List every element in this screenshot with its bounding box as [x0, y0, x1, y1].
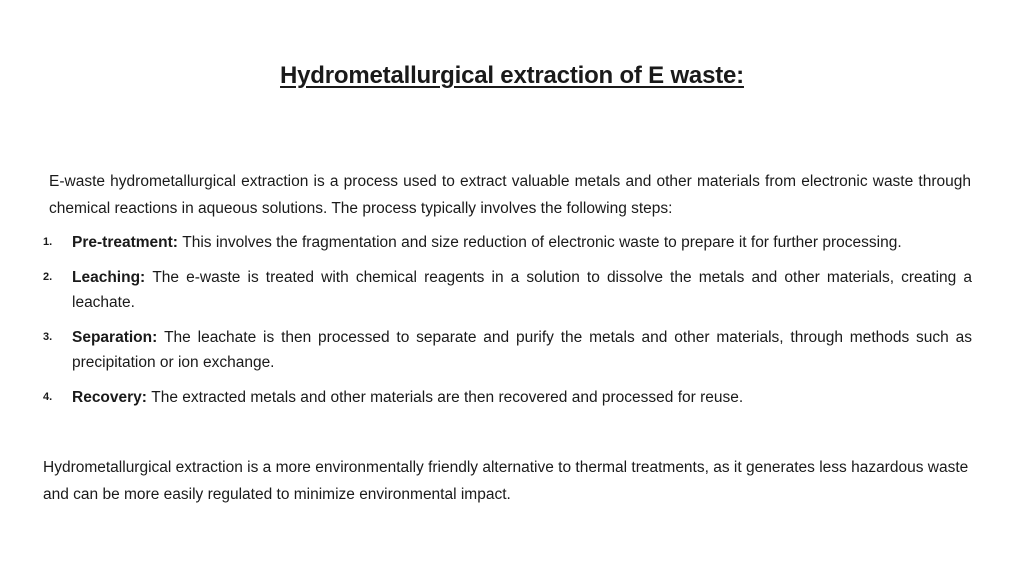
list-item: [43, 265, 972, 315]
step-label: Separation:: [72, 329, 165, 346]
step-text: The extracted metals and other materials are then recovered and processed for reuse.: [151, 389, 744, 406]
step-number: 2.: [43, 271, 53, 283]
slide-title: Hydrometallurgical extraction of E waste:: [280, 62, 744, 89]
step-label: Pre-treatment:: [72, 234, 183, 251]
intro-paragraph: E-waste hydrometallurgical extraction is a process used to extract valuable metals and other materials from electronic waste through chemical reactions in aqueous solutions. The process typically involves the following steps:: [49, 173, 971, 217]
steps-list: [43, 230, 972, 420]
step-text: This involves the fragmentation and size reduction of electronic waste to prepare it for further processing.: [182, 234, 902, 251]
step-label: Leaching:: [72, 269, 153, 286]
list-item: [43, 325, 972, 375]
step-number: 3.: [43, 331, 53, 343]
step-number: 4.: [43, 391, 53, 403]
step-text: The leachate is then processed to separate and purify the metals and other materials, through methods such as precipitation or ion exchange.: [72, 329, 972, 371]
step-text: The e-waste is treated with chemical reagents in a solution to dissolve the metals and other materials, creating a leachate.: [72, 269, 972, 311]
list-item: [43, 230, 972, 255]
step-label: Recovery:: [72, 389, 152, 406]
step-number: 1.: [43, 236, 53, 248]
list-item: [43, 385, 972, 410]
closing-paragraph: Hydrometallurgical extraction is a more environmentally friendly alternative to thermal treatments, as it generates less hazardous waste and can be more easily regulated to minimize environmental impact.: [43, 459, 969, 503]
